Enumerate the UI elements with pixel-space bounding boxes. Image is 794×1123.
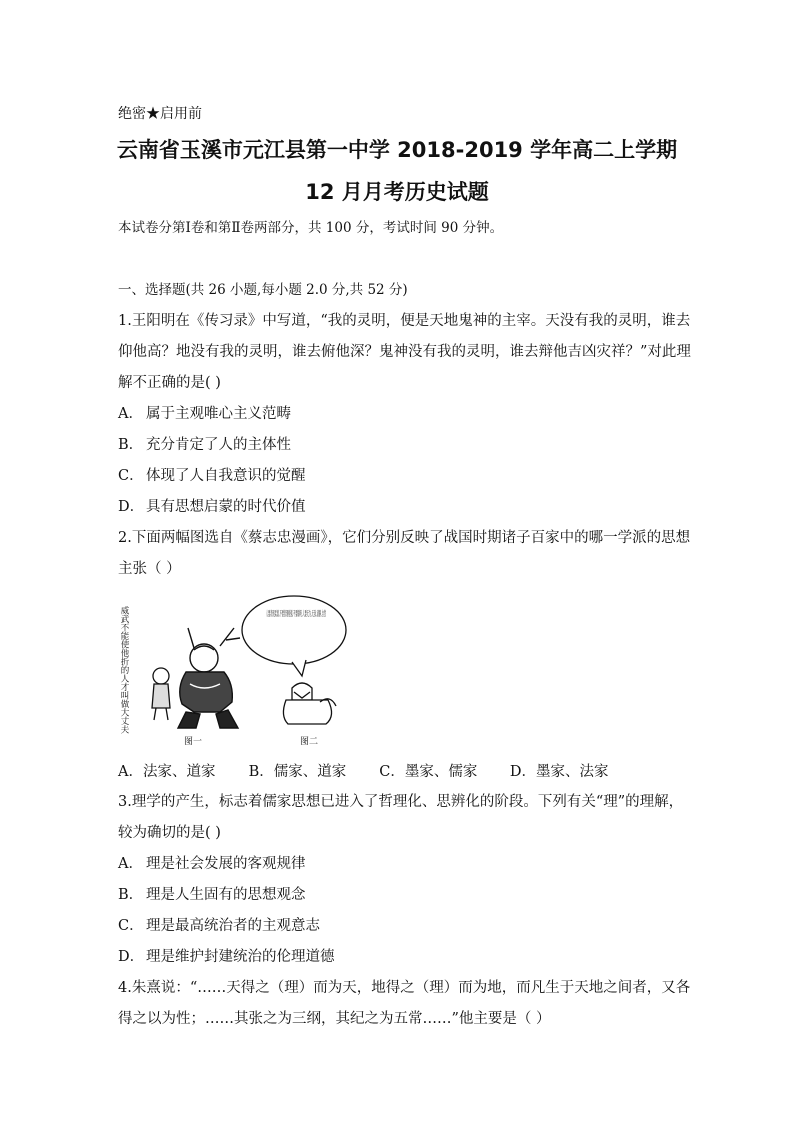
q2-option-b: B．儒家、道家 [248,764,347,780]
figure2-sage [283,683,336,724]
q3-option-d: D． 理是维护封建统治的伦理道德 [118,949,335,965]
q1-line3: 解不正确的是( ) [118,375,221,391]
q1-option-b: B． 充分肯定了人的主体性 [118,437,291,453]
q4-line1: 4.朱熹说：“……天得之（理）而为天，地得之（理）而为地，而凡生于天地之间者，又各 [118,980,691,996]
q3-option-b: B． 理是人生固有的思想观念 [118,887,306,903]
exam-intro: 本试卷分第Ⅰ卷和第Ⅱ卷两部分，共 100 分，考试时间 90 分钟。 [118,220,504,236]
q1-option-c: C． 体现了人自我意识的觉醒 [118,468,306,484]
figure2-caption: 图二 [300,737,319,747]
figure1-warrior [178,628,240,728]
q2-line1: 2.下面两幅图选自《蔡志忠漫画》，它们分别反映了战国时期诸子百家中的哪一学派的思想 [118,530,691,546]
q1-line1: 1.王阳明在《传习录》中写道，“我的灵明，便是天地鬼神的主宰。天没有我的灵明，谁去 [118,313,691,329]
q2-option-c: C．墨家、儒家 [379,764,478,780]
figure1-caption: 图一 [184,737,203,747]
q1-option-d: D． 具有思想启蒙的时代价值 [118,499,306,515]
q4-line2: 得之以为性；……其张之为三纲，其纪之为五常……”他主要是（ ） [118,1011,551,1027]
q2-line2: 主张（ ） [118,561,181,577]
q3-line2: 较为确切的是( ) [118,825,221,841]
q2-option-d: D．墨家、法家 [509,764,609,780]
q1-line2: 仰他高？地没有我的灵明，谁去俯他深？鬼神没有我的灵明，谁去辩他吉凶灾祥？”对此理 [118,344,691,360]
figure1-small-person [152,668,170,720]
q3-option-c: C． 理是最高统治者的主观意志 [118,918,320,934]
exam-title-line1: 云南省玉溪市元江县第一中学 2018-2019 学年高二上学期 [116,138,678,162]
q2-option-a: A．法家、道家 [118,764,216,780]
section-heading: 一、选择题(共 26 小题,每小题 2.0 分,共 52 分) [118,282,408,298]
q3-line1: 3.理学的产生，标志着儒家思想已进入了哲理化、思辨化的阶段。下列有关“理”的理解， [118,794,684,810]
cartoon-illustration [116,588,476,748]
bubble-text: 人要表现柔弱,不要表现刚强,不要聪明,人要无为,无我,清静,自然 [266,609,476,618]
q1-option-a: A． 属于主观唯心主义范畴 [118,406,291,422]
figure2-speech-bubble [242,596,476,676]
exam-title-line2: 12 月月考历史试题 [305,180,489,204]
confidential-mark: 绝密★启用前 [118,106,202,122]
cartoon-figure [116,588,476,748]
q2-options-row [118,760,636,781]
figure1-vertical-text: 威武不能使他折的人才叫做大丈夫 [119,606,129,734]
q3-option-a: A． 理是社会发展的客观规律 [118,856,306,872]
